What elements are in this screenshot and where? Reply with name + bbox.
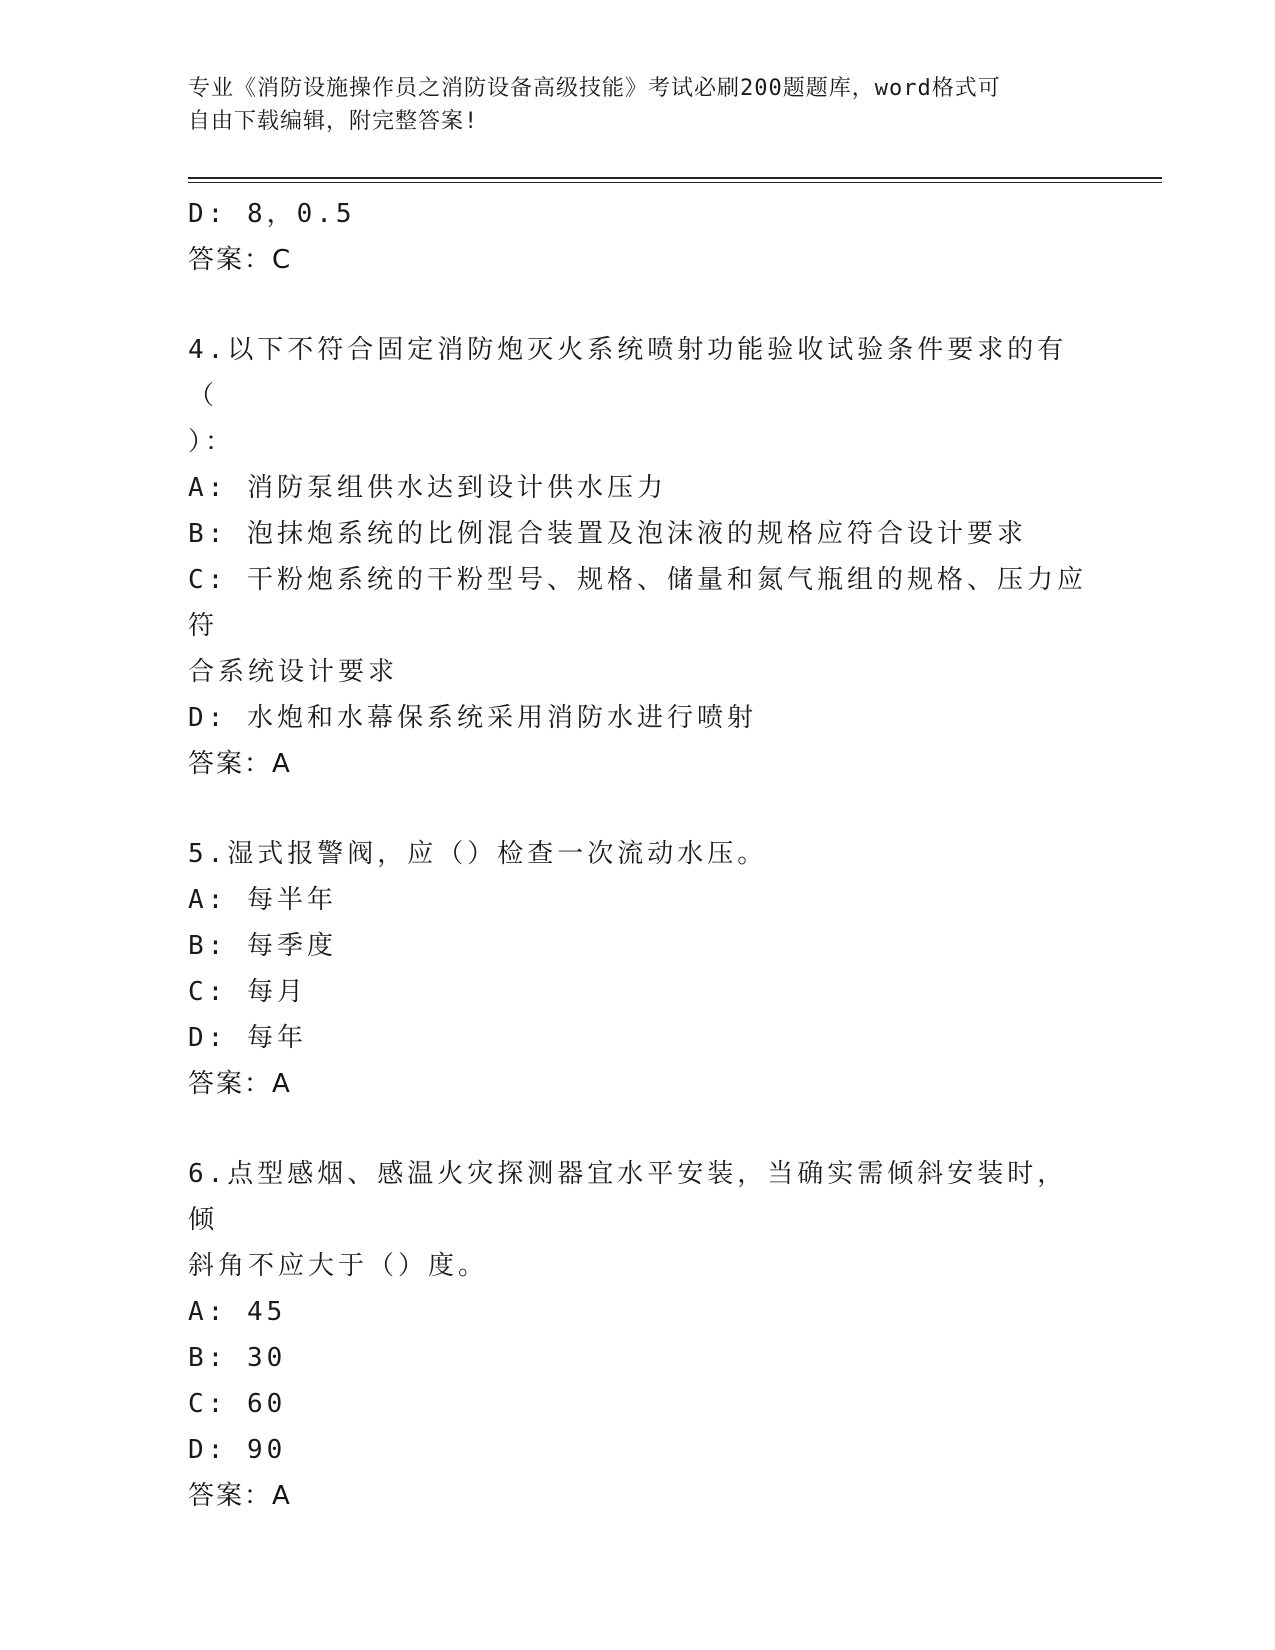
option-d: D: 水炮和水幕保系统采用消防水进行喷射 [188, 703, 757, 733]
option-b: B: 30 [188, 1343, 287, 1373]
question-text-line-2: 斜角不应大于（）度。 [188, 1251, 489, 1281]
question-4 [188, 327, 1088, 787]
option-b: B: 每季度 [188, 931, 337, 961]
question-6 [188, 1151, 1088, 1519]
option-a: A: 消防泵组供水达到设计供水压力 [188, 473, 667, 503]
question-text-line-1: 5.湿式报警阀，应（）检查一次流动水压。 [188, 839, 768, 869]
option-c: C: 60 [188, 1389, 287, 1419]
option-a: A: 每半年 [188, 885, 337, 915]
answer: 答案：A [188, 1481, 292, 1511]
document-header [188, 72, 1088, 138]
option-c: C: 每月 [188, 977, 307, 1007]
option-d: D: 每年 [188, 1023, 307, 1053]
question-text-line-1: 6.点型感烟、感温火灾探测器宜水平安装，当确实需倾斜安装时，倾 [188, 1159, 1068, 1235]
option-a: A: 45 [188, 1297, 287, 1327]
answer: 答案：A [188, 1069, 292, 1099]
option-d: D: 8，0.5 [188, 199, 356, 229]
header-divider-thin [188, 182, 1162, 183]
header-title-line-1: 专业《消防设施操作员之消防设备高级技能》考试必刷200题题库，word格式可 [188, 76, 1001, 101]
option-b: B: 泡抹炮系统的比例混合装置及泡沫液的规格应符合设计要求 [188, 519, 1027, 549]
option-d: D: 90 [188, 1435, 287, 1465]
header-title-line-2: 自由下载编辑，附完整答案! [188, 109, 479, 134]
spacer [188, 787, 1088, 831]
question-text-line-2: ）： [188, 427, 236, 457]
answer: 答案：A [188, 749, 292, 779]
question-text-line-1: 4.以下不符合固定消防炮灭火系统喷射功能验收试验条件要求的有（ [188, 335, 1068, 411]
spacer [188, 283, 1088, 327]
previous-question-tail [188, 191, 1088, 283]
question-5 [188, 831, 1088, 1107]
document-body [188, 191, 1088, 1519]
header-divider-thick [188, 177, 1162, 179]
answer: 答案：C [188, 245, 293, 275]
spacer [188, 1107, 1088, 1151]
option-c-line-1: C: 干粉炮系统的干粉型号、规格、储量和氮气瓶组的规格、压力应符 [188, 565, 1087, 641]
option-c-line-2: 合系统设计要求 [188, 657, 399, 687]
